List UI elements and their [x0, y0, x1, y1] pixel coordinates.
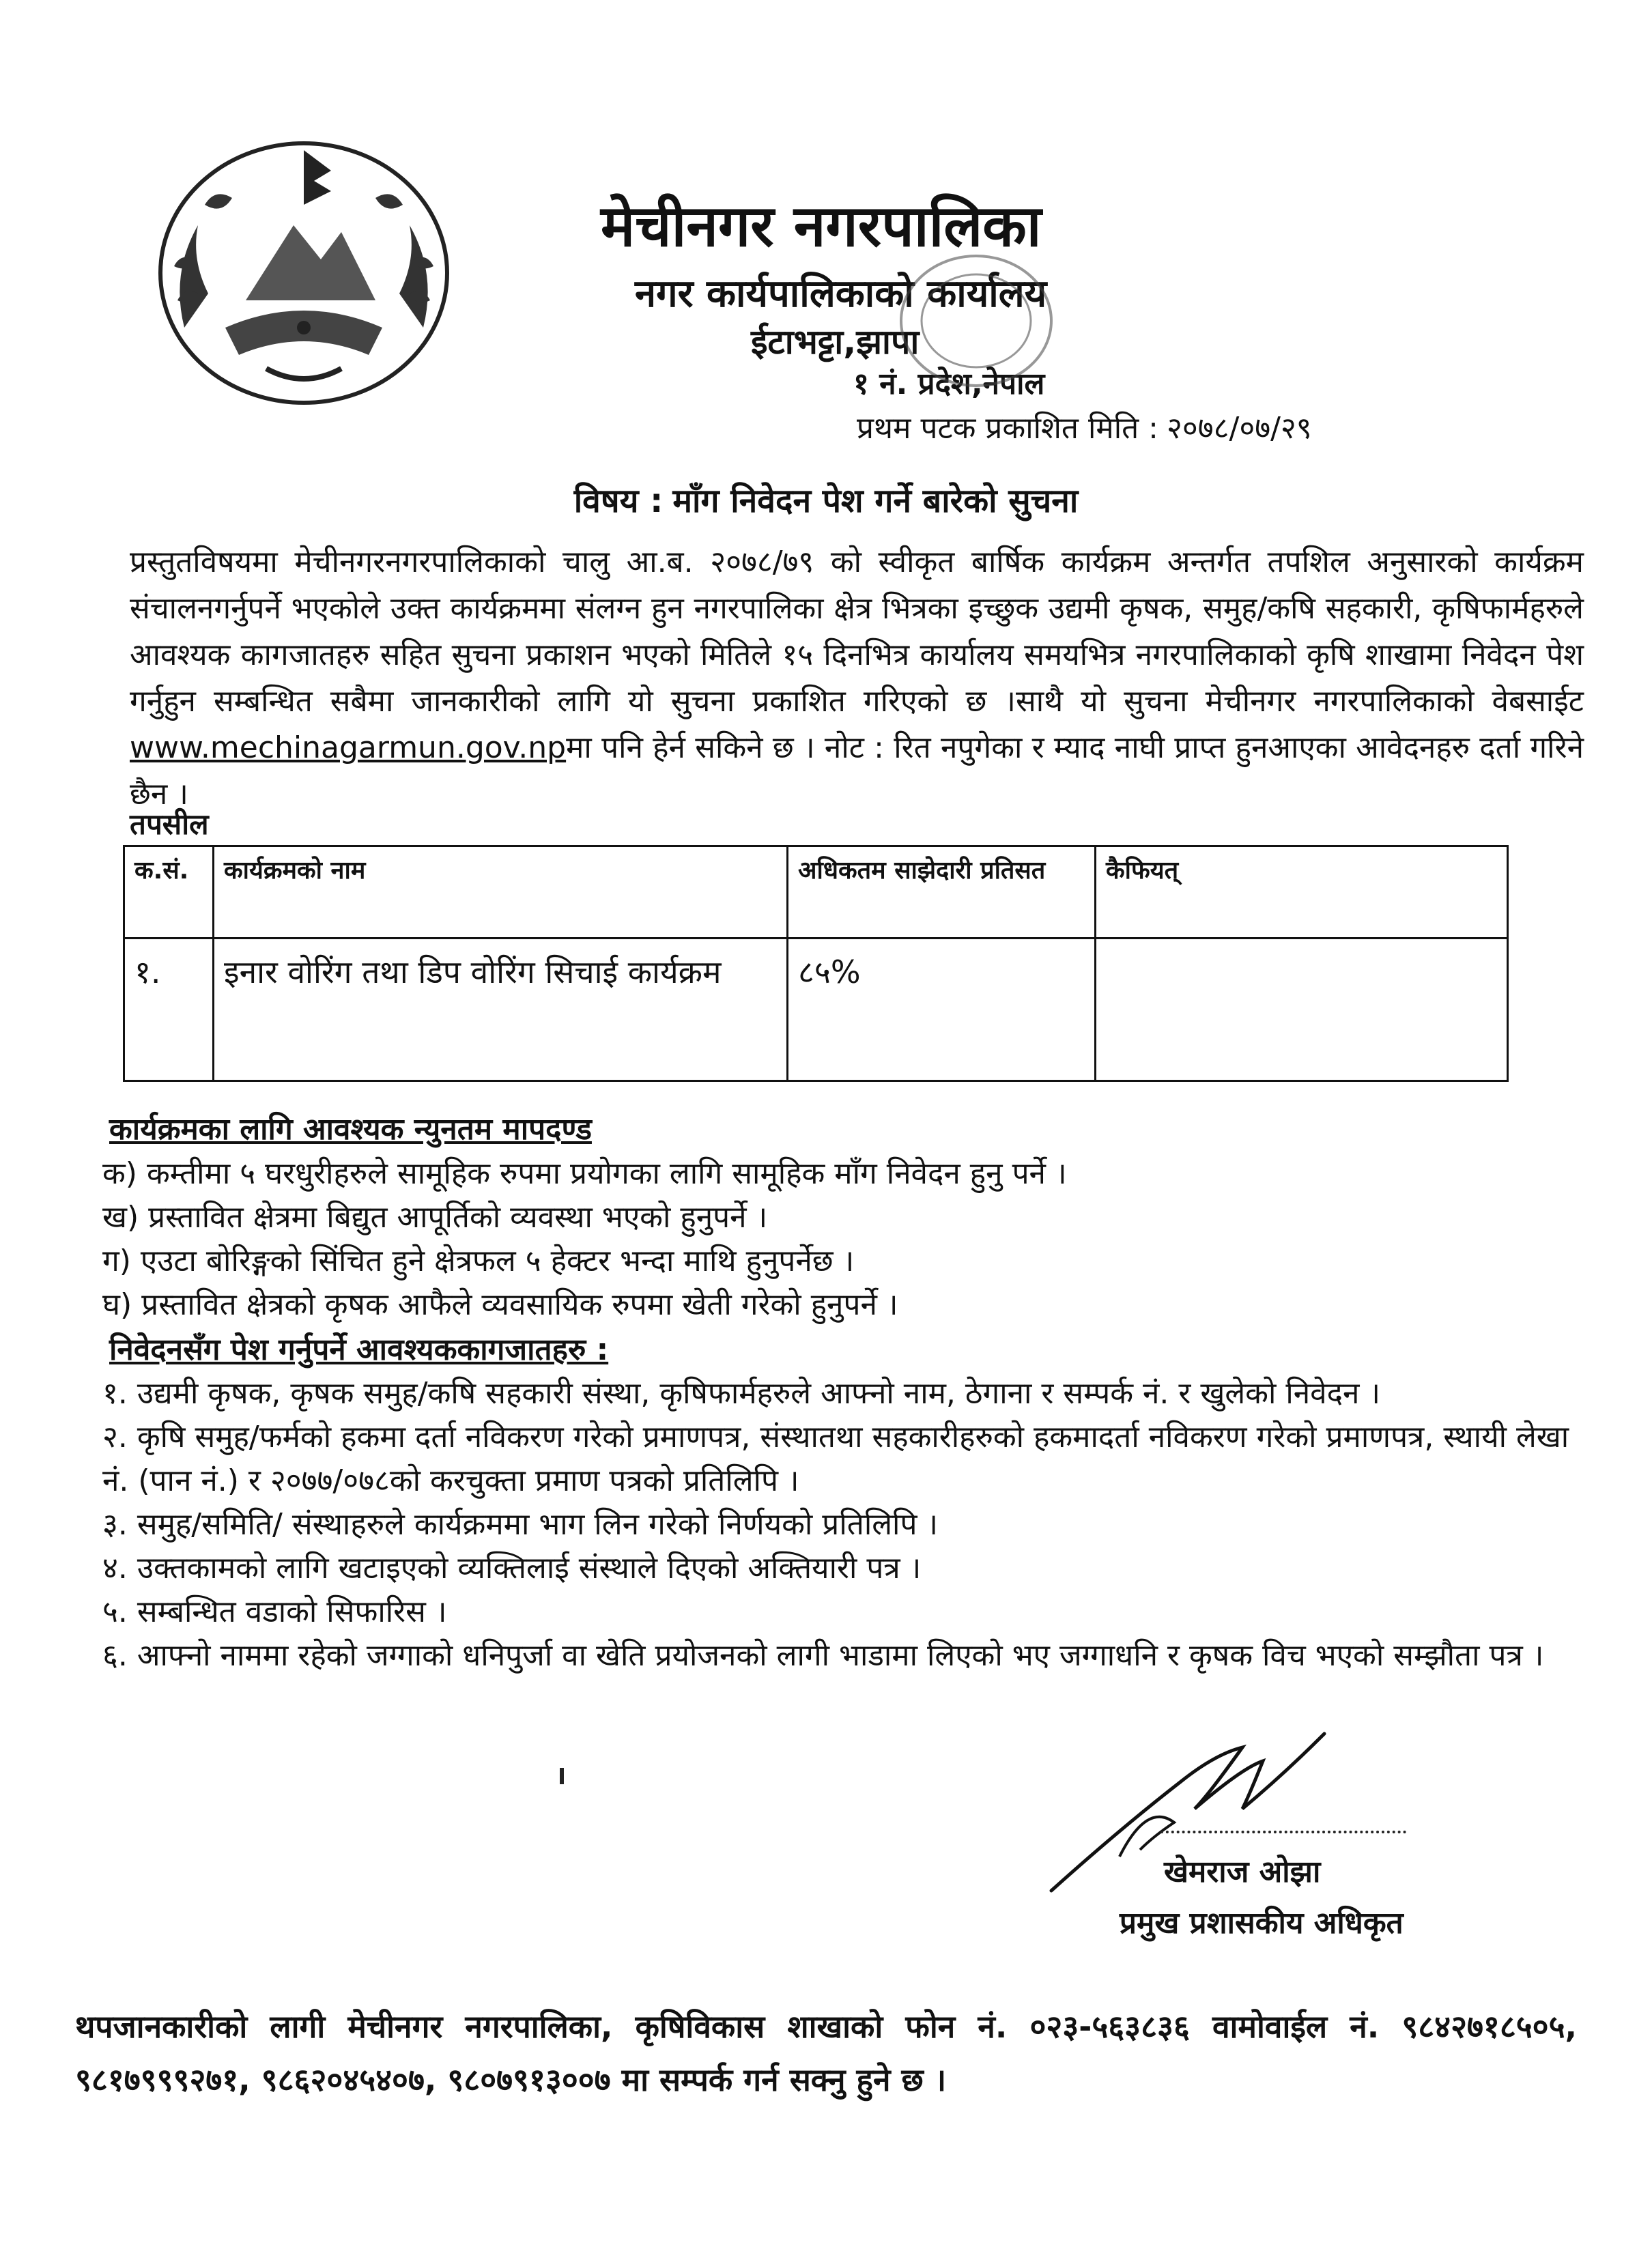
header-serial: क.सं. — [124, 846, 214, 939]
office-seal-icon — [887, 246, 1065, 396]
municipality-name: मेचीनगर नगरपालिका — [601, 192, 1042, 259]
list-item: ६. आफ्नो नाममा रहेको जग्गाको धनिपुर्जा वा खेति प्रयोजनको लागी भाडामा लिएको भए जग्गाधनि र कृषक विच भएको सम्झौता पत्र । — [102, 1638, 1544, 1673]
province-line: १ नं. प्रदेश,नेपाल — [853, 367, 1045, 401]
office-name: नगर कार्यपालिकाको कार्यालय — [635, 272, 1047, 316]
list-item: घ) प्रस्तावित क्षेत्रको कृषक आफैले व्यवसायिक रुपमा खेती गरेको हुनुपर्ने । — [102, 1287, 898, 1322]
header-program-name: कार्यक्रमको नाम — [214, 846, 788, 939]
list-item: १. उद्यमी कृषक, कृषक समुह/कषि सहकारी संस्था, कृषिफार्महरुले आफ्नो नाम, ठेगाना र सम्पर्क नं. र खुलेको निवेदन । — [102, 1376, 1381, 1411]
signatory-title: प्रमुख प्रशासकीय अधिकृत — [1120, 1906, 1404, 1941]
cell-remarks — [1096, 939, 1508, 1081]
signatory-name: खेमराज ओझा — [1164, 1855, 1321, 1889]
nepal-emblem-icon — [143, 123, 464, 410]
list-item: ग) एउटा बोरिङ्गको सिंचित हुने क्षेत्रफल ५ हेक्टर भन्दा माथि हुनुपर्नेछ । — [102, 1244, 855, 1278]
documents-list — [102, 1372, 1604, 1678]
list-item: ख) प्रस्तावित क्षेत्रमा बिद्युत आपूर्तिको व्यवस्था भएको हुनुपर्ने । — [102, 1200, 768, 1235]
cell-serial: १. — [124, 939, 214, 1081]
cell-program-name: इनार वोरिंग तथा डिप वोरिंग सिचाई कार्यक्रम — [214, 939, 788, 1081]
list-item: ४. उक्तकामको लागि खटाइएको व्यक्तिलाई संस्थाले दिएको अक्तियारी पत्र । — [102, 1551, 922, 1586]
program-table — [123, 845, 1509, 1082]
ink-mark — [560, 1768, 564, 1784]
published-date-line — [857, 406, 1312, 447]
cell-max-share: ८५% — [788, 939, 1096, 1081]
subject-line — [0, 478, 1652, 522]
body-text-2: मा पनि हेर्न सकिने छ । नोट : रित नपुगेका र म्याद नाघी प्राप्त हुनआएका आवेदनहरु दर्ता गरिने छैन । — [130, 730, 1584, 812]
table-header-row — [124, 846, 1508, 939]
documents-heading: निवेदनसँग पेश गर्नुपर्ने आवश्यककागजातहरु : — [109, 1332, 609, 1367]
table-row — [124, 939, 1508, 1081]
published-label: प्रथम पटक प्रकाशित मिति : — [857, 411, 1158, 446]
subject-text: माँग निवेदन पेश गर्ने बारेको सुचना — [672, 482, 1079, 520]
list-item: क) कम्तीमा ५ घरधुरीहरुले सामूहिक रुपमा प्रयोगका लागि सामूहिक माँग निवेदन हुनु पर्ने । — [102, 1156, 1067, 1191]
table-caption: तपसील — [130, 807, 209, 841]
list-item: २. कृषि समुह/फर्मको हकमा दर्ता नविकरण गरेको प्रमाणपत्र, संस्थातथा सहकारीहरुको हकमादर्ता नविकरण गरेको प्रमाणपत्र, स्थायी लेखा नं. (पान नं.) र २०७७/०७८को करचुक्ता प्रमाण पत्रको प्रतिलिपि । — [102, 1420, 1569, 1498]
criteria-heading: कार्यक्रमका लागि आवश्यक न्युनतम मापदण्ड — [109, 1112, 592, 1147]
subject-label: विषय : — [573, 482, 664, 520]
published-date: २०७८/०७/२९ — [1167, 411, 1312, 446]
notice-body — [130, 539, 1584, 818]
header-remarks: कैफियत् — [1096, 846, 1508, 939]
website-link[interactable]: www.mechinagarmun.gov.np — [130, 730, 567, 765]
criteria-list — [102, 1152, 1604, 1327]
header-max-share: अधिकतम साझेदारी प्रतिसत — [788, 846, 1096, 939]
signature-line — [1160, 1831, 1406, 1833]
contact-footer: थपजानकारीको लागी मेचीनगर नगरपालिका, कृषिविकास शाखाको फोन नं. ०२३-५६३८३६ वामोवाईल नं. ९८४२७१८५०५, ९८१७९९९२७१, ९८६२०४५४०७, ९८०७९१३००७ मा सम्पर्क गर्न सक्नु हुने छ । — [75, 2008, 1577, 2098]
office-location: ईटाभट्टा,झापा — [751, 322, 920, 362]
body-text-1: प्रस्तुतविषयमा मेचीनगरनगरपालिकाको चालु आ.ब. २०७८/७९ को स्वीकृत बार्षिक कार्यक्रम अन्तर्गत तपशिल अनुसारको कार्यक्रम संचालनगर्नुपर्ने भएकोले उक्त कार्यक्रममा संलग्न हुन नगरपालिका क्षेत्र भित्रका इच्छुक उद्यमी कृषक, समुह/कषि सहकारी, कृषिफार्महरुले आवश्यक कागजातहरु सहित सुचना प्रकाशन भएको मितिले १५ दिनभित्र कार्यालय समयभित्र नगरपालिकाको कृषि शाखामा निवेदन पेश गर्नुहुन सम्बन्धित सबैमा जानकारीको लागि यो सुचना प्रकाशित गरिएको छ ।साथै यो सुचना मेचीनगर नगरपालिकाको वेबसाईट — [130, 545, 1584, 719]
list-item: ५. सम्बन्धित वडाको सिफारिस । — [102, 1594, 447, 1629]
list-item: ३. समुह/समिति/ संस्थाहरुले कार्यक्रममा भाग लिन गरेको निर्णयको प्रतिलिपि । — [102, 1507, 939, 1542]
